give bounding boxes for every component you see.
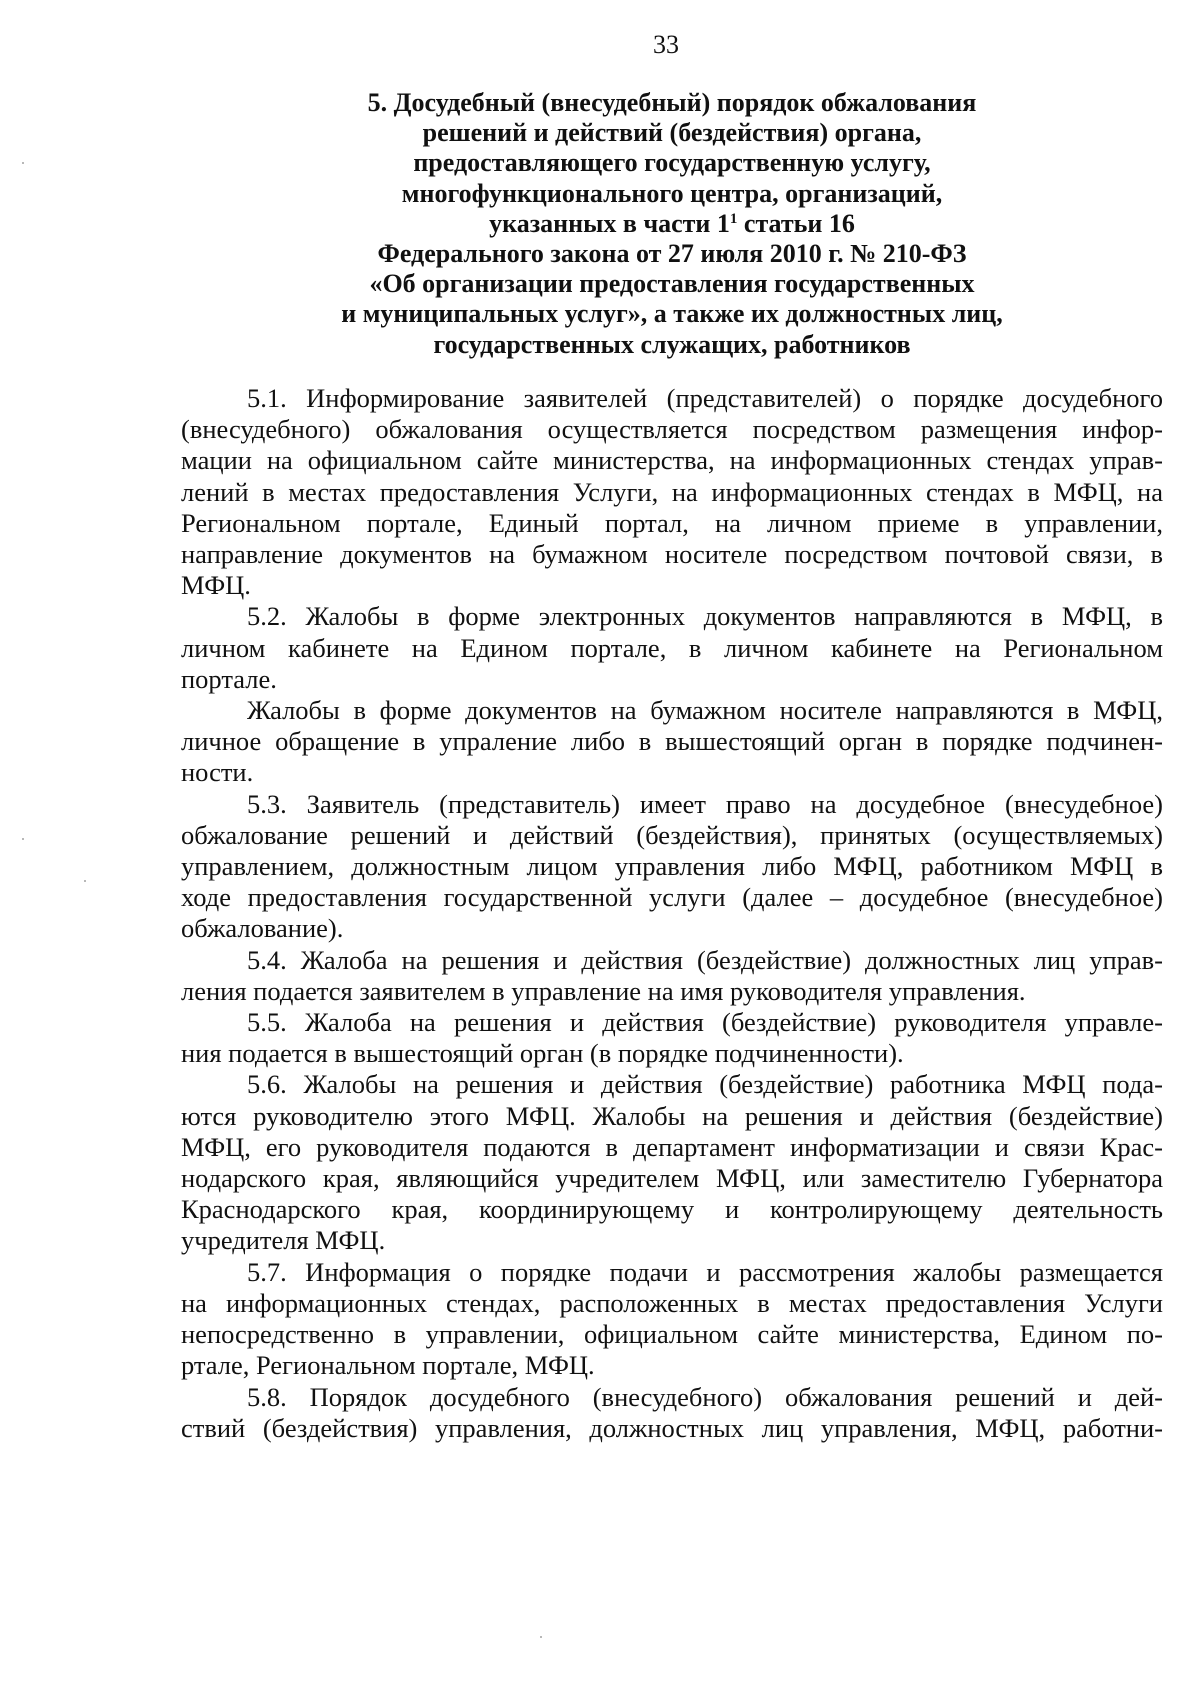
heading-line: «Об организации предоставления государственных <box>369 269 975 299</box>
text-line: направление документов на бумажном носителе посредством почтовой связи, в <box>181 539 1163 570</box>
paragraph <box>181 1257 1163 1382</box>
paragraph <box>181 601 1163 695</box>
text-line: ходе предоставления государственной услуги (далее – досудебное (внесудебное) <box>181 882 1163 913</box>
scan-speck <box>84 880 86 882</box>
text-line: непосредственно в управлении, официальном сайте министерства, Едином по- <box>181 1319 1163 1350</box>
heading-line: многофункционального центра, организаций, <box>401 178 943 208</box>
text-line: 5.6. Жалобы на решения и действия (бездействие) работника МФЦ пода- <box>247 1069 1163 1100</box>
text-line: 5.8. Порядок досудебного (внесудебного) обжалования решений и дей- <box>247 1381 1163 1412</box>
paragraph <box>181 1382 1163 1444</box>
text-line: мации на официальном сайте министерства, на информационных стендах управ- <box>181 445 1163 476</box>
text-line: личном кабинете на Едином портале, в личном кабинете на Региональном <box>181 632 1163 663</box>
text-line: МФЦ, его руководителя подаются в департамент информатизации и связи Крас- <box>181 1131 1163 1162</box>
text-line: на информационных стендах, расположенных в местах предоставления Услуги <box>181 1287 1163 1318</box>
heading-line: Федерального закона от 27 июля 2010 г. № 210-ФЗ <box>377 239 967 269</box>
text-line: лений в местах предоставления Услуги, на информационных стендах в МФЦ, на <box>181 476 1163 507</box>
heading-line: и муниципальных услуг», а также их должностных лиц, <box>341 299 1003 329</box>
text-line: ности. <box>181 757 254 788</box>
heading-line-part: указанных в части 1 <box>489 208 730 238</box>
text-line: учредителя МФЦ. <box>181 1225 386 1256</box>
heading-line: 5. Досудебный (внесудебный) порядок обжалования <box>367 88 977 117</box>
text-line: личное обращение в упраление либо в вышестоящий орган в порядке подчинен- <box>181 726 1163 757</box>
text-line: портале. <box>181 663 277 694</box>
scan-speck <box>22 162 24 164</box>
heading-line-part: статьи 16 <box>737 208 855 238</box>
heading-line-with-superscript <box>182 209 1162 239</box>
page-number: 33 <box>653 30 679 59</box>
paragraph <box>181 789 1163 945</box>
paragraph <box>181 1007 1163 1069</box>
text-line: Региональном портале, Единый портал, на личном приеме в управлении, <box>181 507 1163 538</box>
section-heading <box>182 88 1162 360</box>
scan-speck <box>22 838 24 840</box>
heading-line: предоставляющего государственную услугу, <box>413 148 931 178</box>
paragraph <box>181 695 1163 789</box>
text-line: управлением, должностным лицом управления либо МФЦ, работником МФЦ в <box>181 851 1163 882</box>
scan-speck <box>540 1636 542 1638</box>
text-line: ния подается в вышестоящий орган (в порядке подчиненности). <box>181 1038 904 1069</box>
heading-line: государственных служащих, работников <box>433 329 911 359</box>
text-line: 5.5. Жалоба на решения и действия (бездействие) руководителя управле- <box>247 1007 1163 1038</box>
paragraph <box>181 383 1163 601</box>
superscript: 1 <box>729 210 738 227</box>
text-line: ления подается заявителем в управление на имя руководителя управления. <box>181 975 1026 1006</box>
paragraph <box>181 945 1163 1007</box>
text-line: ются руководителю этого МФЦ. Жалобы на решения и действия (бездействие) <box>181 1100 1163 1131</box>
text-line: обжалование решений и действий (бездействия), принятых (осуществляемых) <box>181 819 1163 850</box>
text-line: Краснодарского края, координирующему и контролирующему деятельность <box>181 1194 1163 1225</box>
paragraph <box>181 1069 1163 1256</box>
text-line: 5.4. Жалоба на решения и действия (бездействие) должностных лиц управ- <box>247 944 1163 975</box>
text-line: ртале, Региональном портале, МФЦ. <box>181 1350 595 1381</box>
heading-line: решений и действий (бездействия) органа, <box>422 118 922 148</box>
text-line: Жалобы в форме документов на бумажном носителе направляются в МФЦ, <box>247 695 1163 726</box>
text-line: 5.7. Информация о порядке подачи и рассмотрения жалобы размещается <box>247 1256 1163 1287</box>
text-line: обжалование). <box>181 913 344 944</box>
text-line: нодарского края, являющийся учредителем МФЦ, или заместителю Губернатора <box>181 1163 1163 1194</box>
text-line: МФЦ. <box>181 570 251 601</box>
text-line: ствий (бездействия) управления, должностных лиц управления, МФЦ, работни- <box>181 1412 1163 1443</box>
text-line: (внесудебного) обжалования осуществляется посредством размещения инфор- <box>181 414 1163 445</box>
text-line: 5.2. Жалобы в форме электронных документов направляются в МФЦ, в <box>247 601 1163 632</box>
text-line: 5.3. Заявитель (представитель) имеет право на досудебное (внесудебное) <box>247 788 1163 819</box>
text-line: 5.1. Информирование заявителей (представителей) о порядке досудебного <box>247 383 1163 413</box>
document-body <box>181 383 1163 1444</box>
